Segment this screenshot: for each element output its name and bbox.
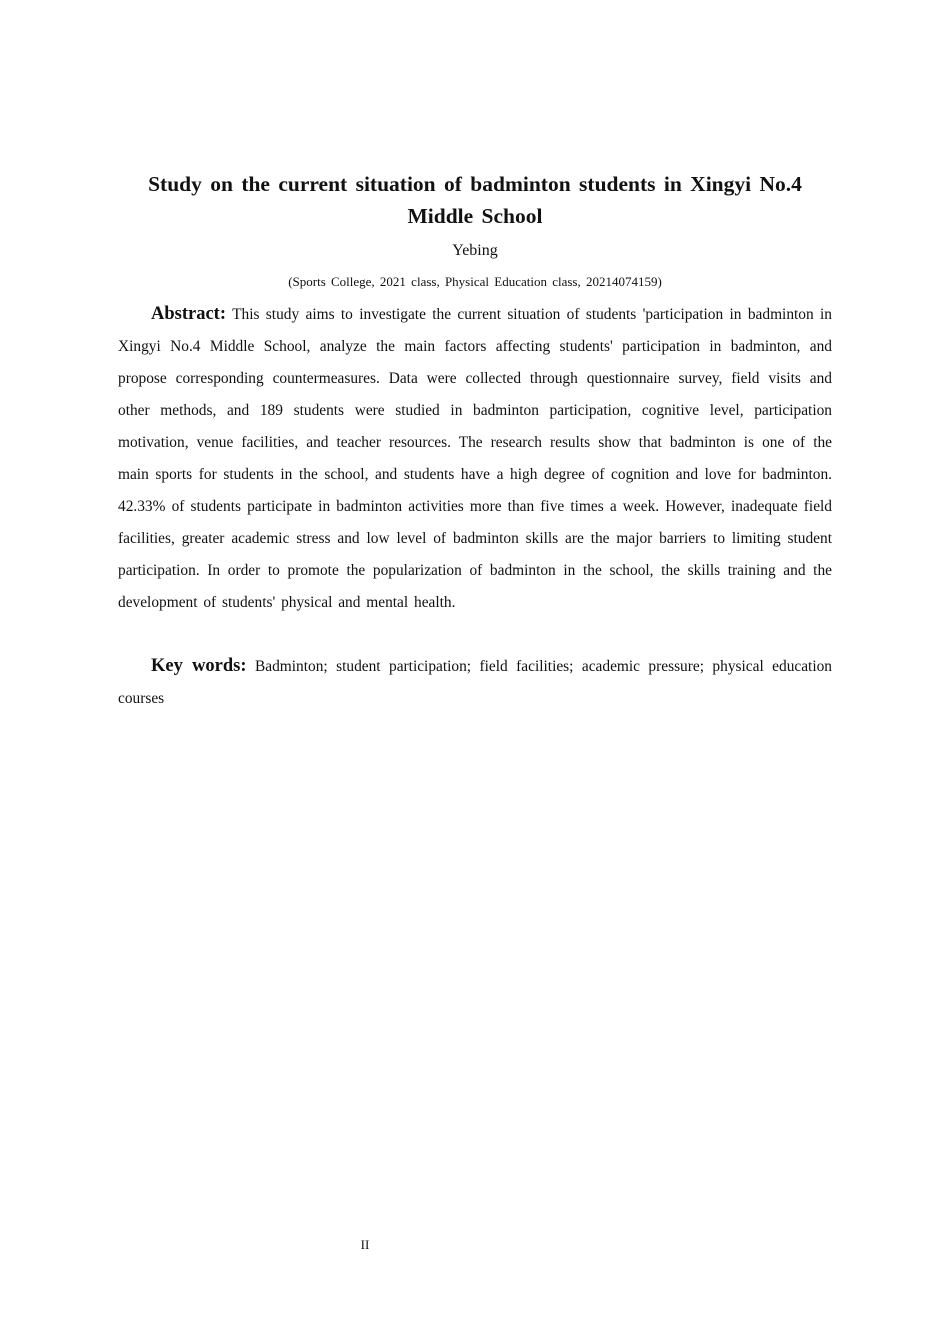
- keywords-paragraph: [118, 650, 832, 715]
- keywords-label: Key words:: [151, 656, 247, 676]
- page-number: II: [360, 1237, 370, 1252]
- abstract-paragraph: [118, 298, 832, 619]
- keywords-text: Badminton; student participation; field facilities; academic pressure; physical education courses: [118, 658, 832, 707]
- paper-title: Study on the current situation of badminton students in Xingyi No.4 Middle School: [148, 172, 802, 228]
- abstract-text: This study aims to investigate the current situation of students 'participation in badminton in Xingyi No.4 Middle School, analyze the main factors affecting students' participation in badminton, and propose corresponding countermeasures. Data were collected through questionnaire survey, field visits and other methods, and 189 students were studied in badminton participation, cognitive level, participation motivation, venue facilities, and teacher resources. The research results show that badminton is one of the main sports for students in the school, and students have a high degree of cognition and love for badminton. 42.33% of students participate in badminton activities more than five times a week. However, inadequate field facilities, greater academic stress and low level of badminton skills are the major barriers to limiting student participation. In order to promote the popularization of badminton in the school, the skills training and the development of students' physical and mental health.: [118, 306, 832, 611]
- author-affiliation: (Sports College, 2021 class, Physical Education class, 20214074159): [288, 274, 662, 289]
- abstract-label: Abstract:: [151, 304, 227, 324]
- author-name: Yebing: [452, 242, 498, 259]
